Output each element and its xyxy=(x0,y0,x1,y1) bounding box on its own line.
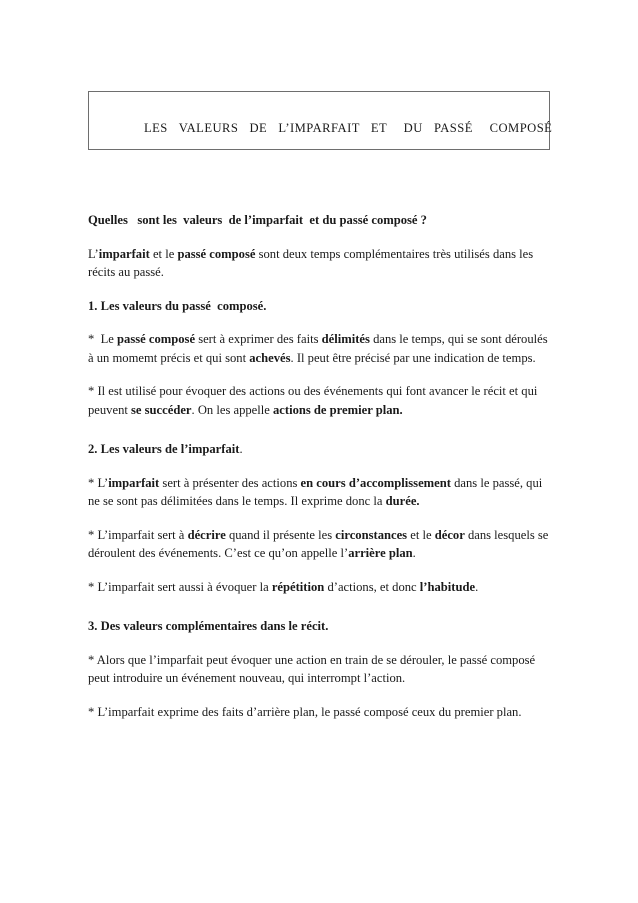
section3-paragraph-1: * Alors que l’imparfait peut évoquer une action en train de se dérouler, le passé composé peut introduire un événement nouveau, qui interrompt l’action. xyxy=(88,652,536,685)
document-body xyxy=(88,211,550,721)
section2-paragraph-1: * L’imparfait sert à présenter des actions en cours d’accomplissement dans le passé, qui ne se sont pas délimitées dans le temps. Il exprime donc la durée. xyxy=(88,475,543,508)
section1-paragraph-1: * Le passé composé sert à exprimer des faits délimités dans le temps, qui se sont déroulés à un momemt précis et qui sont achevés. Il peut être précisé par une indication de temps. xyxy=(88,332,548,365)
section3-paragraph-2: * L’imparfait exprime des faits d’arrière plan, le passé composé ceux du premier plan. xyxy=(88,704,522,719)
document-title: LES VALEURS DE L’IMPARFAIT ET DU PASSÉ COMPOSÉ xyxy=(144,121,553,135)
section2-paragraph-3: * L’imparfait sert aussi à évoquer la répétition d’actions, et donc l’habitude. xyxy=(88,579,479,594)
section2-paragraph-2: * L’imparfait sert à décrire quand il présente les circonstances et le décor dans lesquels se déroulent des événements. C’est ce qu’on appelle l’arrière plan. xyxy=(88,527,549,560)
section2-heading: 2. Les valeurs de l’imparfait. xyxy=(88,442,243,456)
question-text: Quelles sont les valeurs de l’imparfait et du passé composé ? xyxy=(88,213,427,227)
title-box xyxy=(88,91,553,150)
section1-heading: 1. Les valeurs du passé composé. xyxy=(88,298,267,313)
intro-paragraph: L’imparfait et le passé composé sont deux temps complémentaires très utilisés dans les récits au passé. xyxy=(88,246,534,279)
section1-paragraph-2: * Il est utilisé pour évoquer des actions ou des événements qui font avancer le récit et qui peuvent se succéder. On les appelle actions de premier plan. xyxy=(88,384,538,417)
section3-heading: 3. Des valeurs complémentaires dans le récit. xyxy=(88,619,329,633)
question-heading xyxy=(88,211,550,230)
